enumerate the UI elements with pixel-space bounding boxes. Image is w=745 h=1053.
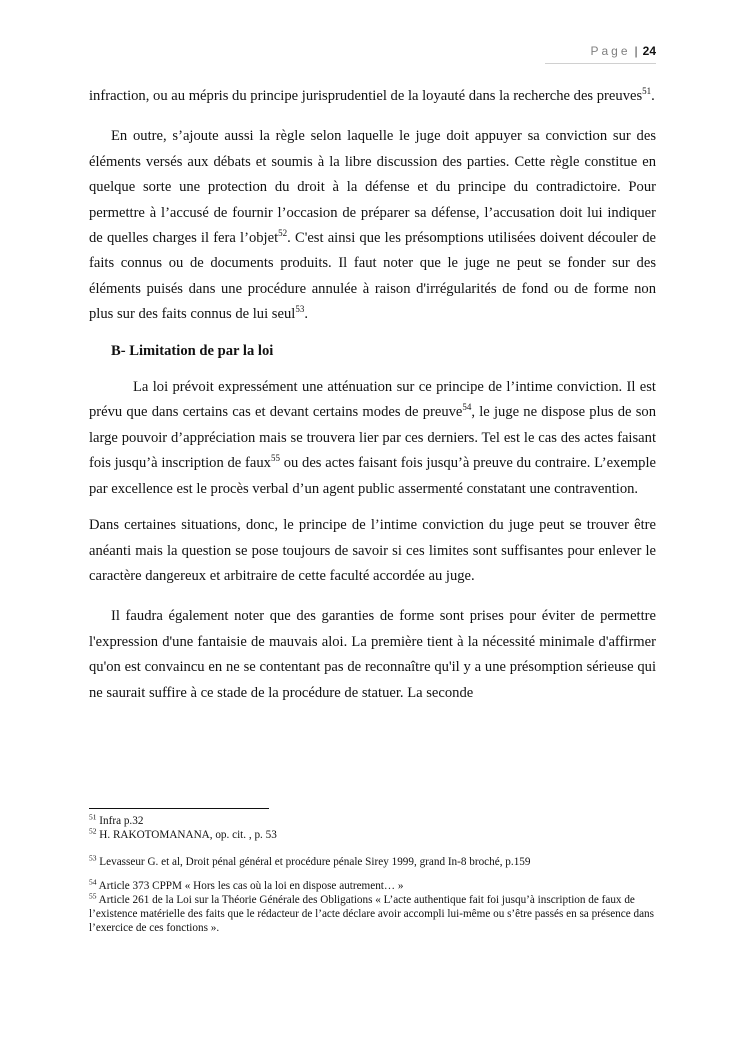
page-number: 24 — [642, 44, 656, 58]
page-separator: | — [634, 44, 638, 58]
footnote-52: $^{52}$ H. RAKOTOMANANA, op. cit. , p. 53 — [89, 826, 277, 841]
page-label: Page — [590, 44, 631, 58]
body-text — [89, 84, 656, 706]
page-header — [590, 44, 656, 58]
paragraph-1: infraction, ou au mépris du principe jurisprudentiel de la loyauté dans la recherche des preuves$^{51}$. — [89, 86, 655, 104]
paragraph-3: La loi prévoit expressément une atténuation sur ce principe de l’intime conviction. Il est prévu que dans certains cas et devant certains modes de preuve$^{54}$, le juge ne dispose plus de son large pouvoir d’appréciation mais se trouvera lier par ces derniers. Tel est le cas des actes faisant fois jusqu’à inscription de faux$^{55}$ ou des actes faisant fois jusqu’à preuve du contraire. L’exemple par excellence est le procès verbal d’un agent public assermenté constatant une contravention. — [89, 379, 657, 497]
footnote-ref-52: 52 — [278, 228, 288, 239]
footnotes — [89, 814, 656, 935]
section-heading: B- Limitation de par la loi — [111, 342, 274, 359]
footnote-ref-54: 54 — [462, 402, 472, 413]
footnote-51: $^{51}$ Infra p.32 — [89, 812, 144, 827]
footnote-54: $^{54}$ Article 373 CPPM « Hors les cas où la loi en dispose autrement… » — [89, 877, 404, 892]
footnote-55: $^{55}$ Article 261 de la Loi sur la Théorie Générale des Obligations « L’acte authentique fait foi jusqu’à inscription de faux de l’existence matérielle des faits que le rédacteur de l’acte déclare avoir accompli lui-même ou s’être passés en sa présence dans l’exercice de ces fonctions ». — [89, 891, 655, 934]
paragraph-5: Il faudra également noter que des garanties de forme sont prises pour éviter de permettre l'expression d'une fantaisie de mauvais aloi. La première tient à la nécessité minimale d'affirmer qu'on est convaincu en ne se contentant pas de reconnaître qu'il y a une présomption sérieuse qui ne saurait suffire à ce stade de la procédure de statuer. La seconde — [89, 608, 656, 701]
paragraph-4: Dans certaines situations, donc, le principe de l’intime conviction du juge peut se trouver être anéanti mais la question se pose toujours de savoir si ces limites sont suffisantes pour enlever le caractère dangereux et arbitraire de cette faculté accordée au juge. — [89, 517, 656, 584]
footnote-53: $^{53}$ Levasseur G. et al, Droit pénal général et procédure pénale Sirey 1999, grand In-8 broché, p.159 — [89, 853, 531, 868]
footnote-ref-53: 53 — [295, 304, 305, 315]
footnote-ref-51: 51 — [642, 86, 652, 97]
header-rule — [545, 63, 656, 64]
footnote-ref-55: 55 — [270, 453, 280, 464]
footnote-rule — [89, 808, 269, 809]
paragraph-2: En outre, s’ajoute aussi la règle selon laquelle le juge doit appuyer sa conviction sur des éléments versés aux débats et soumis à la libre discussion des parties. Cette règle constitue en quelque sorte une protection du droit à la défense et du principe du contradictoire. Pour permettre à l’accusé de fournir l’occasion de préparer sa défense, l’accusation doit lui indiquer de quelles charges il fera l’objet$^{52}$. C'est ainsi que les présomptions utilisées doivent découler de faits connus ou de documents produits. Il faut noter que le juge ne peut se fonder sur des éléments puisés dans une procédure annulée à raison d'irrégularités de fond ou de forme non plus sur des faits connus de lui seul$^{53}$. — [89, 128, 656, 323]
